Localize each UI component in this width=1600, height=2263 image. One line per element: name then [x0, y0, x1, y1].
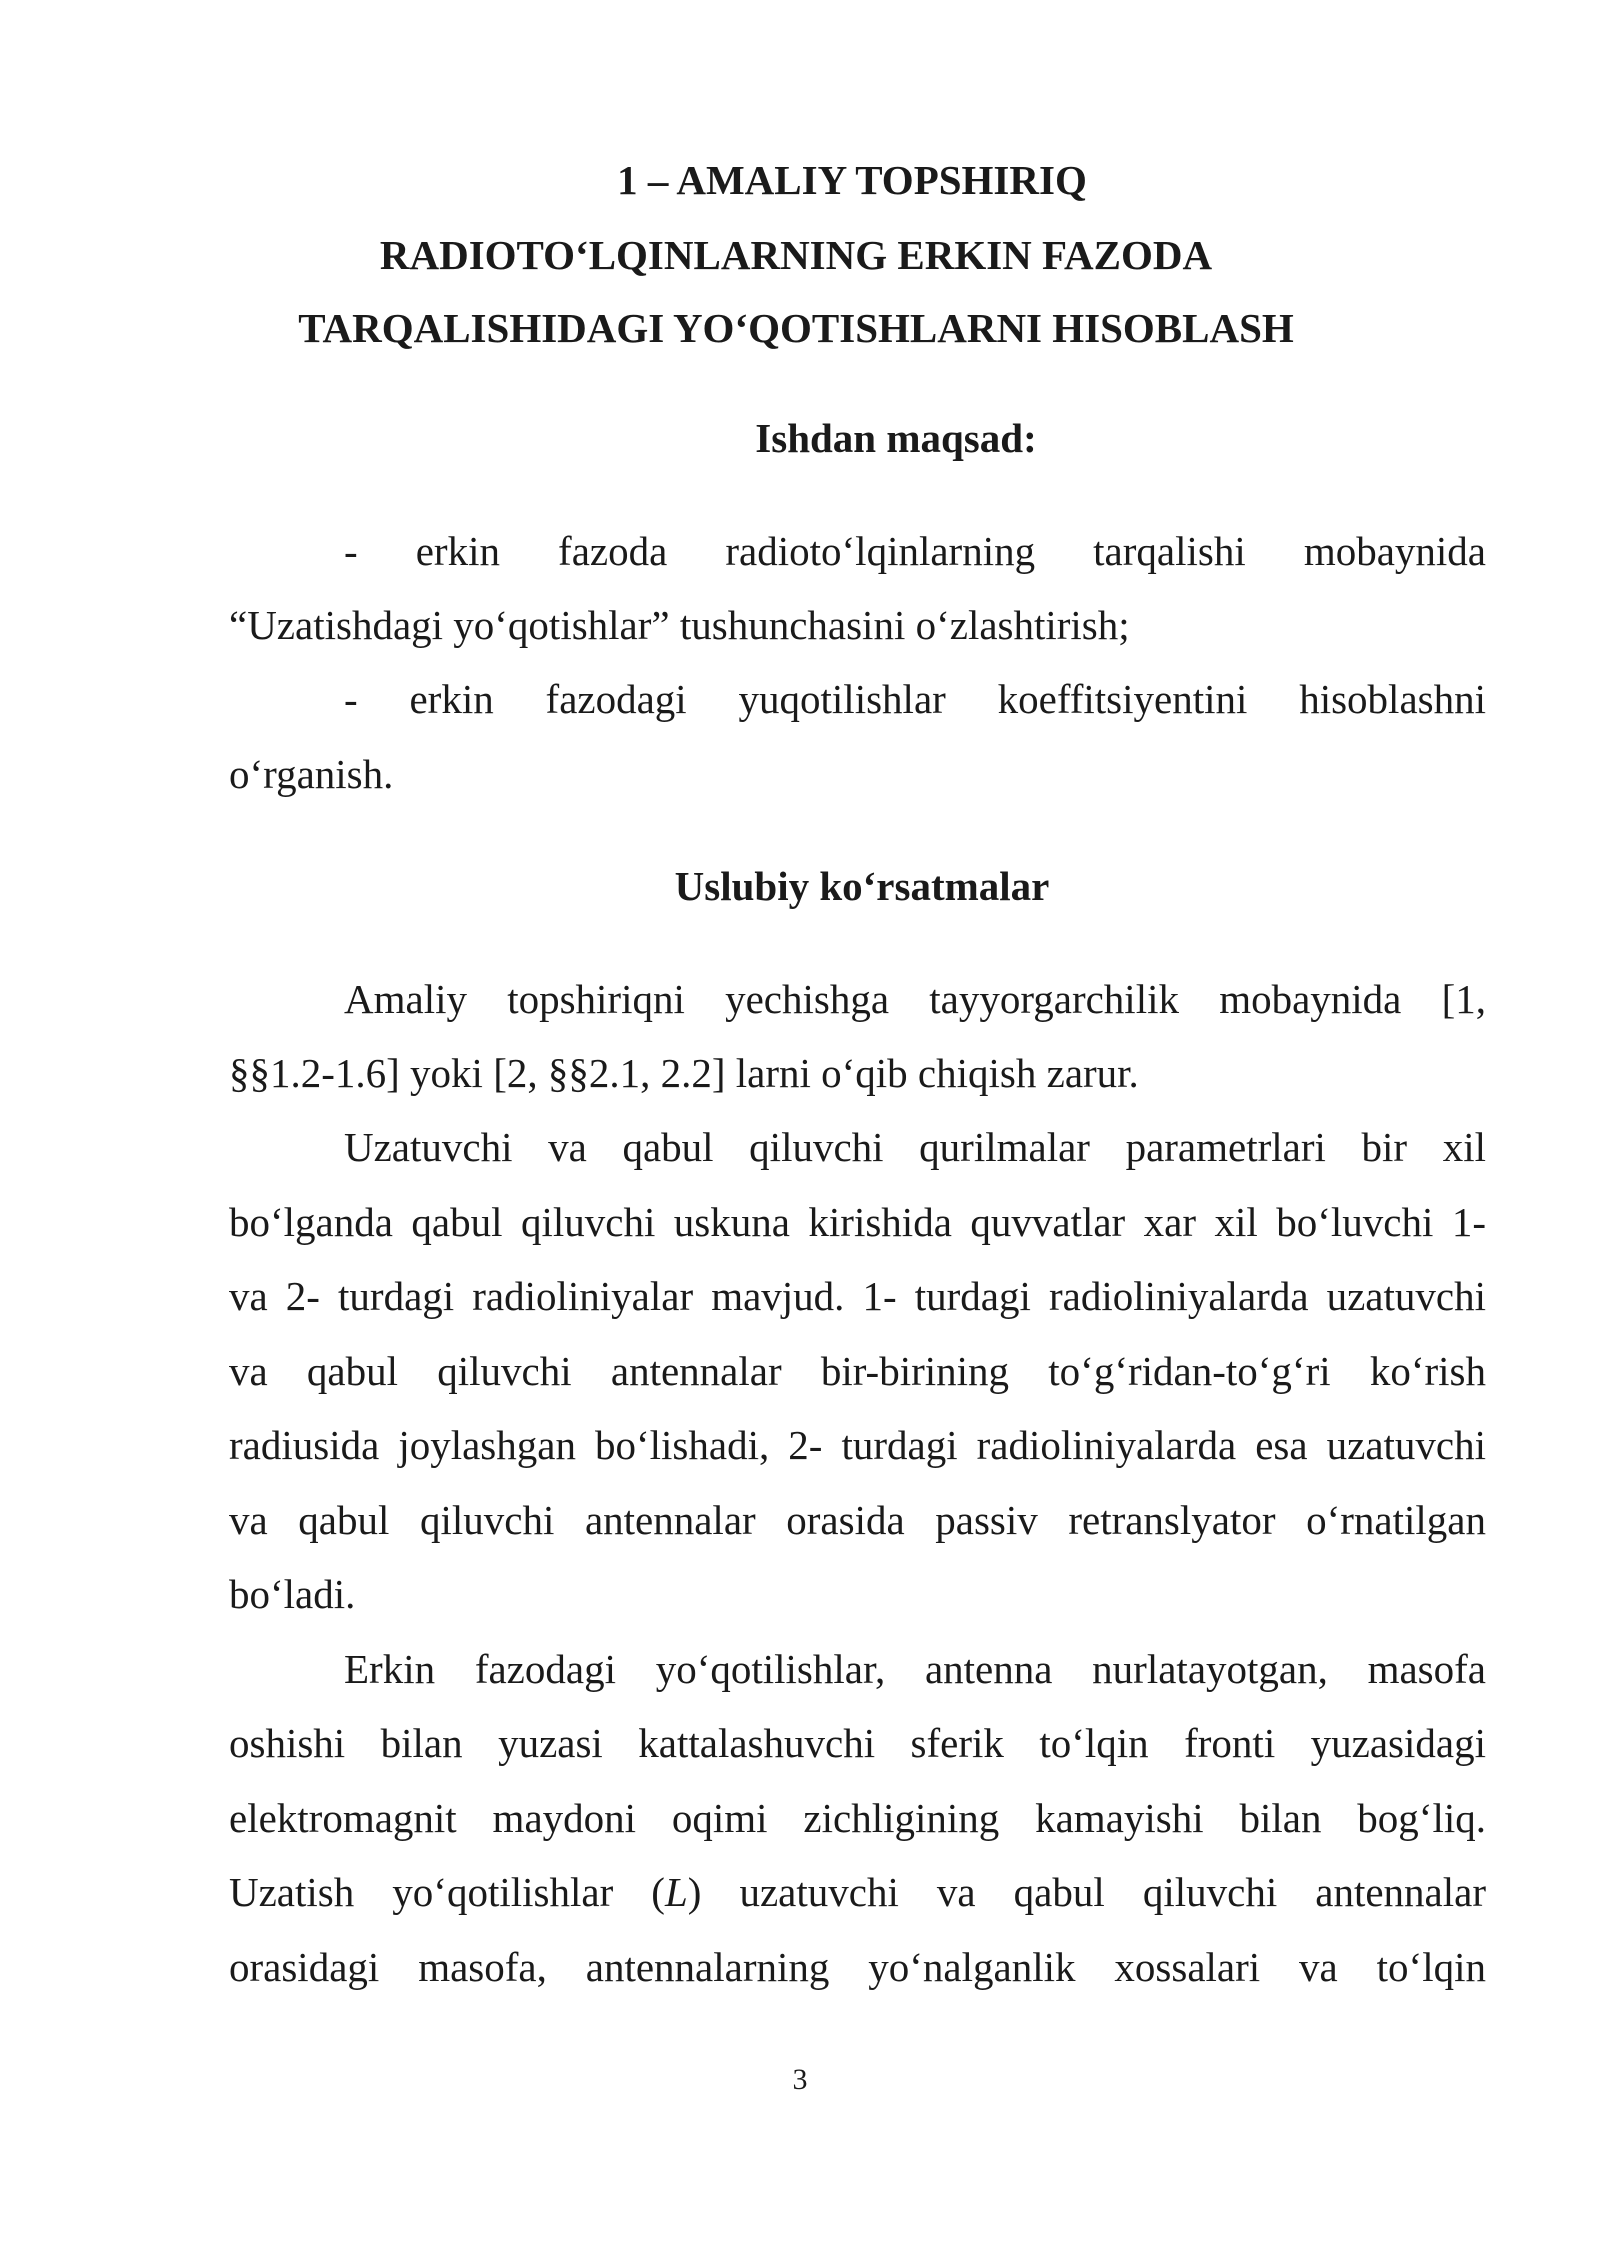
goal-line-1: - erkin fazoda radioto‘lqinlarning tarqalishi mobaynida [344, 528, 1486, 574]
title-line-2: RADIOTO‘LQINLARNING ERKIN FAZODA [379, 232, 1213, 278]
method-line-13: Uzatish yo‘qotilishlar (L) uzatuvchi va qabul qiluvchi antennalar [229, 1869, 1487, 1915]
variable-L: L [664, 1869, 688, 1915]
method-line-3: Uzatuvchi va qabul qiluvchi qurilmalar parametrlari bir xil [344, 1124, 1486, 1170]
goal-line-3: - erkin fazodagi yuqotilishlar koeffitsiyentini hisoblashni [344, 676, 1486, 722]
method-line-2: §§1.2-1.6] yoki [2, §§2.1, 2.2] larni o‘qib chiqish zarur. [229, 1050, 1139, 1096]
title-line-1: 1 – AMALIY TOPSHIRIQ [617, 157, 1087, 203]
method-line-1: Amaliy topshiriqni yechishga tayyorgarchilik mobaynida [1, [344, 976, 1486, 1022]
method-line-12: elektromagnit maydoni oqimi zichligining kamayishi bilan bog‘liq. [229, 1795, 1486, 1841]
goal-line-2: “Uzatishdagi yo‘qotishlar” tushunchasini o‘zlashtirish; [229, 602, 1130, 648]
method-heading: Uslubiy ko‘rsatmalar [674, 863, 1050, 909]
method-line-7: radiusida joylashgan bo‘lishadi, 2- turdagi radioliniyalarda esa uzatuvchi [229, 1422, 1486, 1468]
method-line-5: va 2- turdagi radioliniyalar mavjud. 1- turdagi radioliniyalarda uzatuvchi [229, 1273, 1486, 1319]
page-number: 3 [792, 2063, 808, 2096]
goal-heading: Ishdan maqsad: [755, 415, 1037, 461]
method-line-11: oshishi bilan yuzasi kattalashuvchi sferik to‘lqin fronti yuzasidagi [229, 1720, 1486, 1766]
method-line-14: orasidagi masofa, antennalarning yo‘nalganlik xossalari va to‘lqin [229, 1944, 1486, 1990]
method-line-10: Erkin fazodagi yo‘qotilishlar, antenna nurlatayotgan, masofa [344, 1646, 1486, 1692]
method-line-4: bo‘lganda qabul qiluvchi uskuna kirishida quvvatlar xar xil bo‘luvchi 1- [229, 1199, 1486, 1245]
method-line-8: va qabul qiluvchi antennalar orasida passiv retranslyator o‘rnatilgan [229, 1497, 1486, 1543]
title-line-3: TARQALISHIDAGI YO‘QOTISHLARNI HISOBLASH [298, 305, 1294, 351]
goal-line-4: o‘rganish. [229, 751, 394, 797]
method-line-6: va qabul qiluvchi antennalar bir-birining to‘g‘ridan-to‘g‘ri ko‘rish [229, 1348, 1486, 1394]
method-line-9: bo‘ladi. [229, 1571, 356, 1617]
